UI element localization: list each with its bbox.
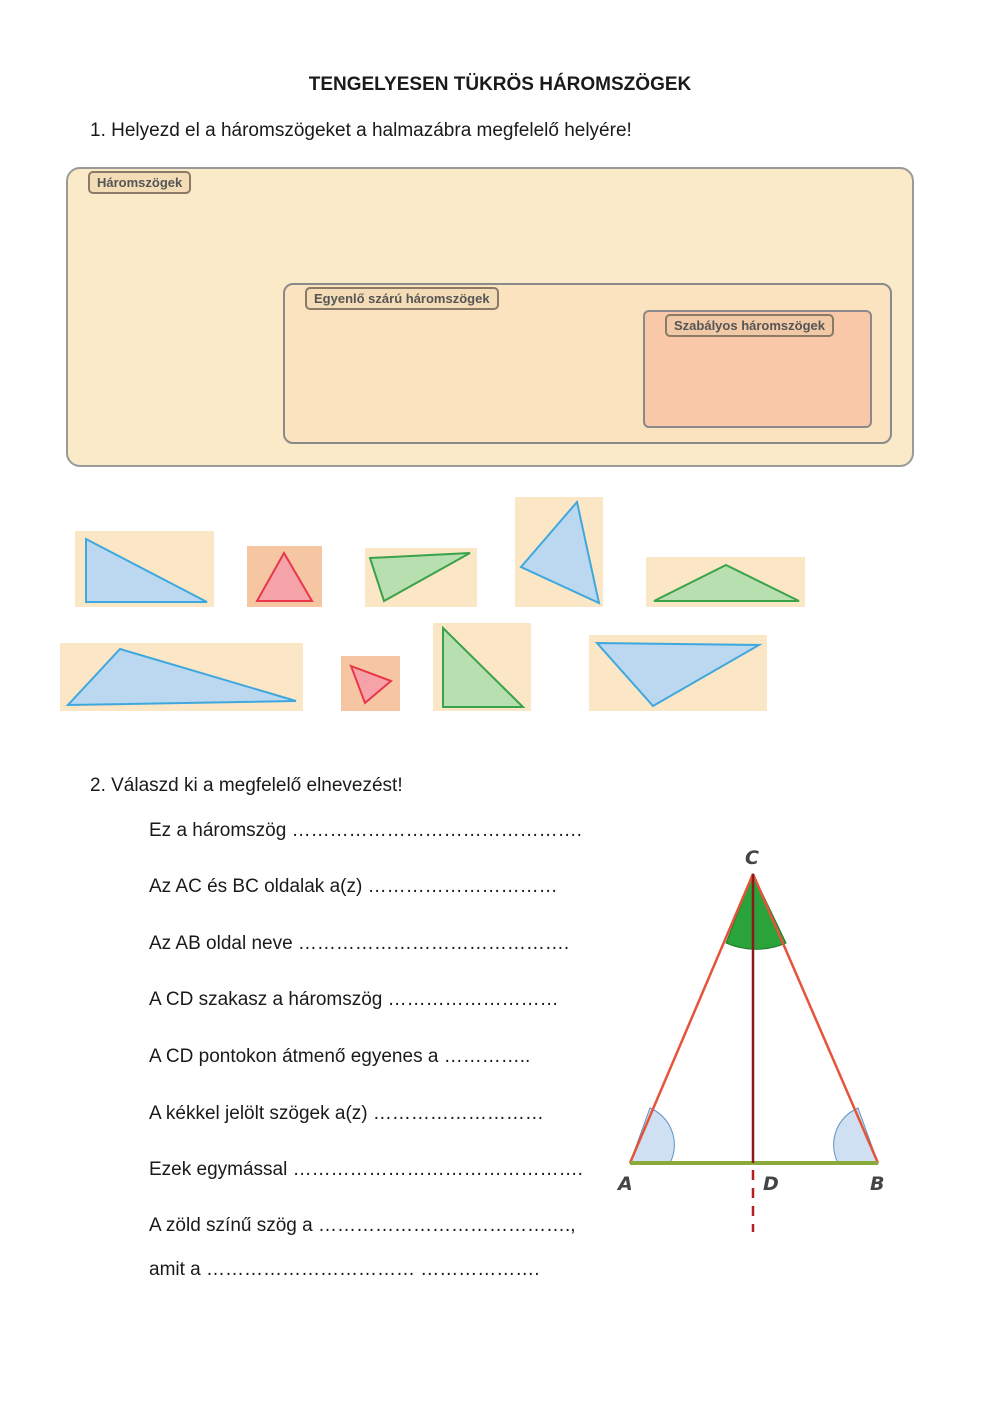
isosceles-triangle-figure: [600, 840, 910, 1240]
triangle-tile-1[interactable]: [75, 531, 214, 607]
venn-inner-label: Szabályos háromszögek: [665, 314, 834, 337]
fill-line-7[interactable]: Ezek egymással ……………………………………….: [149, 1159, 583, 1180]
triangle-tile-8[interactable]: [433, 623, 531, 711]
triangle-tile-4[interactable]: [515, 497, 603, 607]
side-ac: [630, 874, 753, 1163]
triangle-tile-6[interactable]: [60, 643, 303, 711]
fill-line-1[interactable]: Ez a háromszög ……………………………………….: [149, 820, 582, 841]
question-2: 2. Válaszd ki a megfelelő elnevezést!: [90, 775, 403, 796]
label-c: C: [745, 847, 759, 869]
triangle-tile-9[interactable]: [589, 635, 767, 711]
base-angle-a: [630, 1108, 674, 1163]
label-b: B: [870, 1173, 885, 1195]
venn-middle-label: Egyenlő szárú háromszögek: [305, 287, 499, 310]
fill-line-2[interactable]: Az AC és BC oldalak a(z) …………………………: [149, 876, 558, 897]
fill-line-6[interactable]: A kékkel jelölt szögek a(z) ………………………: [149, 1103, 544, 1124]
fill-line-9[interactable]: amit a …………………………… ……………….: [149, 1259, 540, 1280]
venn-outer-label: Háromszögek: [88, 171, 191, 194]
fill-line-5[interactable]: A CD pontokon átmenő egyenes a …………..: [149, 1046, 531, 1067]
question-1: 1. Helyezd el a háromszögeket a halmazábra megfelelő helyére!: [90, 120, 632, 141]
label-a: A: [618, 1173, 633, 1195]
triangle-tile-7[interactable]: [341, 656, 400, 711]
page-title: TENGELYESEN TÜKRÖS HÁROMSZÖGEK: [308, 74, 692, 95]
apex-angle: [726, 874, 786, 949]
triangle-tile-3[interactable]: [365, 548, 477, 607]
side-bc: [753, 874, 878, 1163]
label-d: D: [763, 1173, 779, 1195]
triangle-tile-2[interactable]: [247, 546, 322, 607]
fill-line-4[interactable]: A CD szakasz a háromszög ………………………: [149, 989, 559, 1010]
fill-line-8[interactable]: A zöld színű szög a ………………………………….,: [149, 1215, 576, 1236]
fill-line-3[interactable]: Az AB oldal neve …………………………………….: [149, 933, 570, 954]
triangle-tile-5[interactable]: [646, 557, 805, 607]
base-angle-b: [834, 1108, 878, 1163]
